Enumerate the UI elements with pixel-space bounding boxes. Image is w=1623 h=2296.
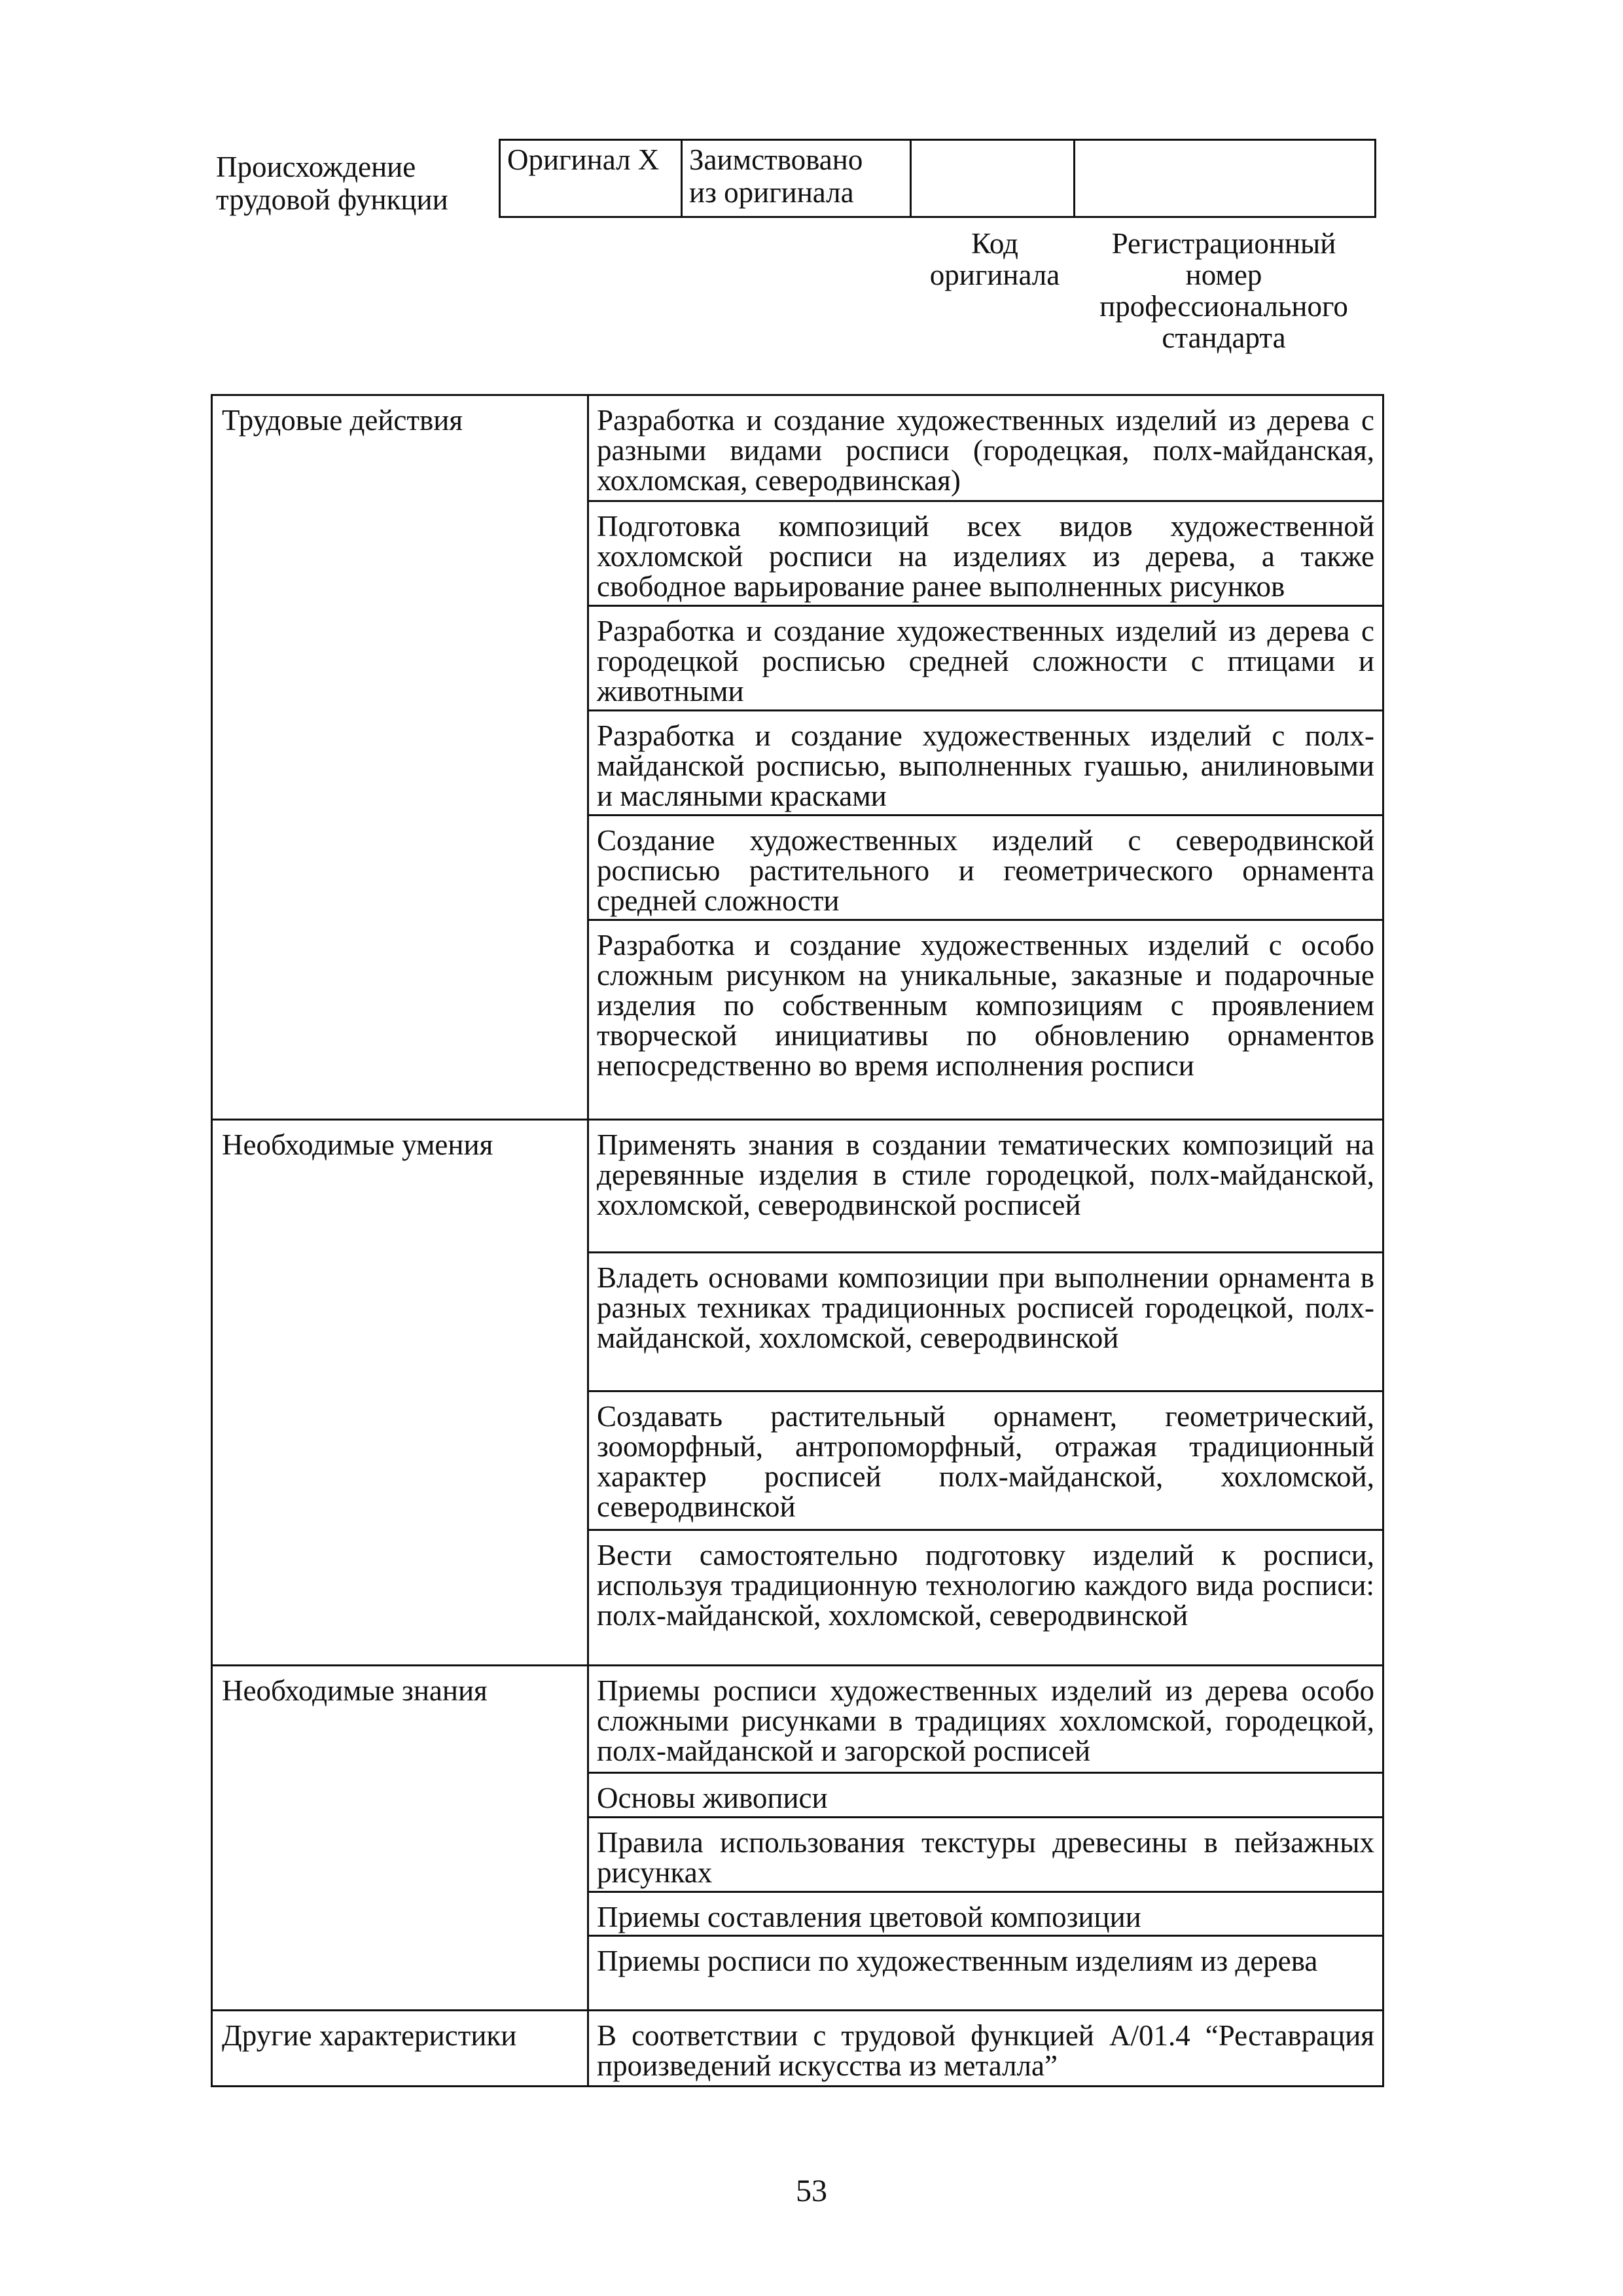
code-cell: [911, 140, 1075, 217]
code-caption-line1: Код: [971, 227, 1018, 260]
knowledge-item: Основы живописи: [588, 1773, 1383, 1818]
knowledge-item: Приемы составления цветовой композиции: [588, 1892, 1383, 1936]
reg-caption-line1: Регистрационный: [1111, 227, 1336, 260]
knowledge-item: Приемы росписи художественных изделий из дерева особо сложными рисунками в традициях хохломской, городецкой, полх-майданской и загорской росписей: [588, 1666, 1383, 1773]
reg-caption-line2: номер: [1185, 259, 1262, 291]
borrowed-cell: [682, 140, 911, 217]
skill-item: Создавать растительный орнамент, геометрический, зооморфный, антропоморфный, отражая традиционный характер росписей полх-майданской, хохломской, северодвинской: [588, 1391, 1383, 1530]
labor-action-item: Создание художественных изделий с северодвинской росписью растительного и геометрического орнамента средней сложности: [588, 816, 1383, 920]
borrowed-line1: Заимствовано: [689, 143, 863, 176]
labor-action-item: Разработка и создание художественных изделий из дерева с городецкой росписью средней сложности с птицами и животными: [588, 606, 1383, 711]
function-table: [211, 394, 1384, 2087]
code-caption: [910, 228, 1080, 291]
skill-item: Владеть основами композиции при выполнении орнамента в разных техниках традиционных росписей городецкой, полх-майданской, хохломской, северодвинской: [588, 1253, 1383, 1391]
other-item: В соответствии с трудовой функцией А/01.4 “Реставрация произведений искусства из металла”: [588, 2011, 1383, 2087]
reg-caption-line3: профессионального: [1099, 290, 1348, 323]
labor-action-item: Подготовка композиций всех видов художественной хохломской росписи на изделиях из дерева, а также свободное варьирование ранее выполненных рисунков: [588, 501, 1383, 606]
knowledge-label: Необходимые знания: [212, 1666, 588, 2011]
skills-label: Необходимые умения: [212, 1120, 588, 1666]
labor-actions-label: Трудовые действия: [212, 395, 588, 1120]
reg-number-cell: [1075, 140, 1376, 217]
origin-label-line2: трудовой функции: [216, 183, 448, 216]
knowledge-item: Правила использования текстуры древесины в пейзажных рисунках: [588, 1818, 1383, 1892]
reg-caption-line4: стандарта: [1162, 321, 1286, 354]
knowledge-item: Приемы росписи по художественным изделиям из дерева: [588, 1936, 1383, 2011]
skill-item: Применять знания в создании тематических композиций на деревянные изделия в стиле городецкой, полх-майданской, хохломской, северодвинской росписей: [588, 1120, 1383, 1253]
reg-caption: [1073, 228, 1374, 353]
labor-action-item: Разработка и создание художественных изделий с особо сложным рисунком на уникальные, заказные и подарочные изделия по собственным композициям с проявлением творческой инициативы по обновлению орнаментов непосредственно во время исполнения росписи: [588, 920, 1383, 1120]
labor-action-item: Разработка и создание художественных изделий с полх-майданской росписью, выполненных гуашью, анилиновыми и масляными красками: [588, 711, 1383, 816]
labor-action-item: Разработка и создание художественных изделий из дерева с разными видами росписи (городецкая, полх-майданская, хохломская, северодвинская): [588, 395, 1383, 501]
origin-table: [499, 139, 1376, 218]
original-text: Оригинал X: [507, 143, 660, 176]
code-caption-line2: оригинала: [929, 259, 1060, 291]
original-cell: [500, 140, 682, 217]
borrowed-line2: из оригинала: [689, 176, 854, 209]
origin-label-line1: Происхождение: [216, 151, 416, 183]
skill-item: Вести самостоятельно подготовку изделий к росписи, используя традиционную технологию каждого вида росписи: полх-майданской, хохломской, северодвинской: [588, 1530, 1383, 1666]
origin-label: [216, 151, 448, 216]
page-number: 53: [796, 2174, 827, 2208]
other-label: Другие характеристики: [212, 2011, 588, 2087]
